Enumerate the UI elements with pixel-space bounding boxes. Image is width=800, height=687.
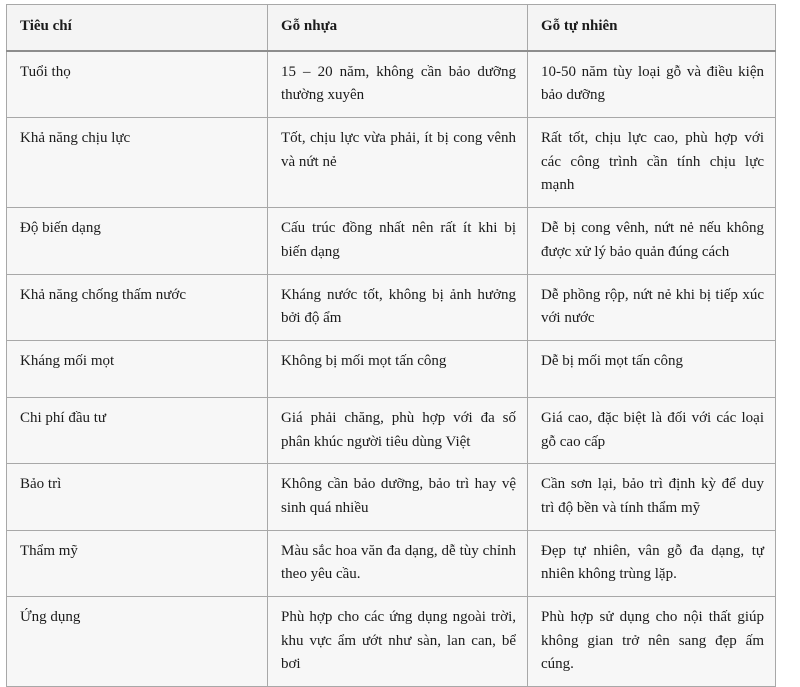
cell-criterion: Thẩm mỹ bbox=[7, 530, 268, 596]
table-row bbox=[7, 340, 776, 397]
comparison-table-container bbox=[6, 4, 775, 687]
cell-natural-wood: Dễ bị mối mọt tấn công bbox=[528, 340, 776, 397]
table-row bbox=[7, 118, 776, 208]
column-header-criterion: Tiêu chí bbox=[7, 5, 268, 51]
cell-criterion: Ứng dụng bbox=[7, 597, 268, 687]
cell-criterion: Tuổi thọ bbox=[7, 51, 268, 118]
cell-composite-wood: Cấu trúc đồng nhất nên rất ít khi bị biến dạng bbox=[268, 208, 528, 274]
table-row bbox=[7, 397, 776, 463]
table-row bbox=[7, 51, 776, 118]
table-row bbox=[7, 464, 776, 530]
table-row bbox=[7, 530, 776, 596]
cell-criterion: Bảo trì bbox=[7, 464, 268, 530]
column-header-natural-wood: Gỗ tự nhiên bbox=[528, 5, 776, 51]
table-header-row bbox=[7, 5, 776, 51]
cell-natural-wood: Đẹp tự nhiên, vân gỗ đa dạng, tự nhiên không trùng lặp. bbox=[528, 530, 776, 596]
cell-composite-wood: Kháng nước tốt, không bị ảnh hưởng bởi độ ẩm bbox=[268, 274, 528, 340]
cell-composite-wood: Phù hợp cho các ứng dụng ngoài trời, khu vực ẩm ướt như sàn, lan can, bể bơi bbox=[268, 597, 528, 687]
cell-composite-wood: Không cần bảo dưỡng, bảo trì hay vệ sinh quá nhiều bbox=[268, 464, 528, 530]
cell-criterion: Độ biến dạng bbox=[7, 208, 268, 274]
table-row bbox=[7, 274, 776, 340]
cell-criterion: Khả năng chống thấm nước bbox=[7, 274, 268, 340]
cell-composite-wood: Tốt, chịu lực vừa phải, ít bị cong vênh và nứt nẻ bbox=[268, 118, 528, 208]
cell-natural-wood: Rất tốt, chịu lực cao, phù hợp với các công trình cần tính chịu lực mạnh bbox=[528, 118, 776, 208]
comparison-table bbox=[6, 4, 776, 687]
cell-criterion: Kháng mối mọt bbox=[7, 340, 268, 397]
cell-composite-wood: 15 – 20 năm, không cần bảo dưỡng thường xuyên bbox=[268, 51, 528, 118]
table-body bbox=[7, 51, 776, 687]
cell-natural-wood: 10-50 năm tùy loại gỗ và điều kiện bảo dưỡng bbox=[528, 51, 776, 118]
cell-composite-wood: Giá phải chăng, phù hợp với đa số phân khúc người tiêu dùng Việt bbox=[268, 397, 528, 463]
cell-natural-wood: Phù hợp sử dụng cho nội thất giúp không gian trở nên sang đẹp ấm cúng. bbox=[528, 597, 776, 687]
cell-composite-wood: Màu sắc hoa văn đa dạng, dễ tùy chỉnh theo yêu cầu. bbox=[268, 530, 528, 596]
table-row bbox=[7, 597, 776, 687]
cell-natural-wood: Cần sơn lại, bảo trì định kỳ để duy trì độ bền và tính thẩm mỹ bbox=[528, 464, 776, 530]
cell-natural-wood: Giá cao, đặc biệt là đối với các loại gỗ cao cấp bbox=[528, 397, 776, 463]
table-header bbox=[7, 5, 776, 51]
cell-criterion: Chi phí đầu tư bbox=[7, 397, 268, 463]
cell-composite-wood: Không bị mối mọt tấn công bbox=[268, 340, 528, 397]
column-header-composite-wood: Gỗ nhựa bbox=[268, 5, 528, 51]
cell-criterion: Khả năng chịu lực bbox=[7, 118, 268, 208]
table-row bbox=[7, 208, 776, 274]
cell-natural-wood: Dễ phồng rộp, nứt nẻ khi bị tiếp xúc với nước bbox=[528, 274, 776, 340]
cell-natural-wood: Dễ bị cong vênh, nứt nẻ nếu không được xử lý bảo quản đúng cách bbox=[528, 208, 776, 274]
